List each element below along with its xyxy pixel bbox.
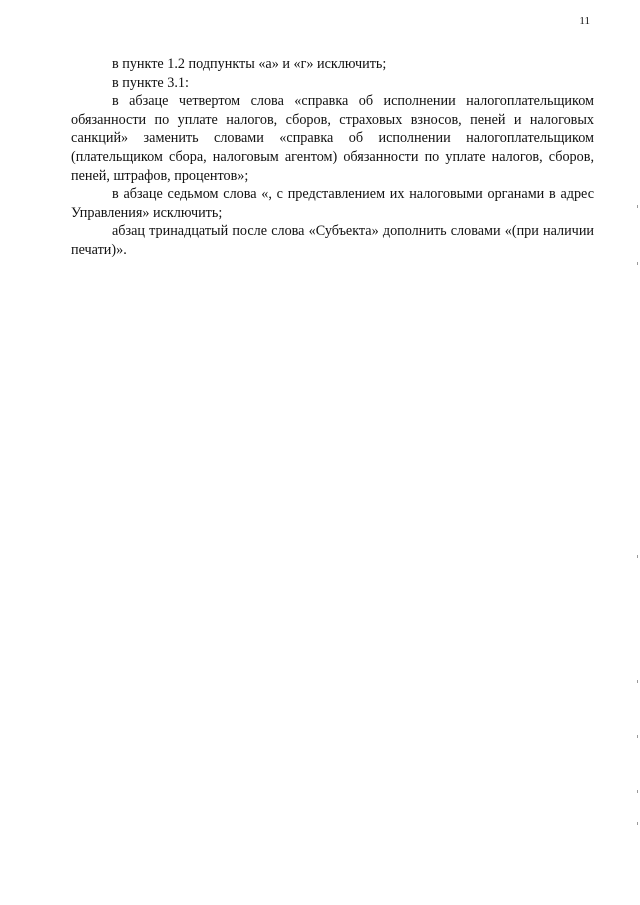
paragraph-abzac-13: абзац тринадцатый после слова «Субъекта» дополнить словами «(при наличии печати)».	[71, 223, 594, 258]
paragraph-abzac-7: в абзаце седьмом слова «, с представлением их налоговыми органами в адрес Управления» исключить;	[71, 186, 594, 221]
document-body	[71, 55, 594, 260]
page-number: 11	[579, 15, 590, 27]
scan-edge-mark	[637, 790, 638, 793]
scan-edge-mark	[637, 822, 638, 825]
paragraph-item-1-2: в пункте 1.2 подпункты «а» и «г» исключить;	[112, 56, 387, 72]
paragraph-item-3-1: в пункте 3.1:	[112, 74, 189, 91]
scan-edge-mark	[637, 735, 638, 738]
scan-edge-mark	[637, 555, 638, 558]
paragraph-abzac-4: в абзаце четвертом слова «справка об исполнении налогоплательщиком обязанности по уплате налогов, сборов, страховых взносов, пеней и налоговых санкций» заменить словами «справка об исполнении налогоплательщиком (плательщиком сбора, налоговым агентом) обязанности по уплате налогов, сборов, пеней, штрафов, процентов»;	[71, 93, 594, 184]
scan-edge-mark	[637, 205, 638, 208]
scan-edge-mark	[637, 680, 638, 683]
scan-edge-mark	[637, 262, 638, 265]
